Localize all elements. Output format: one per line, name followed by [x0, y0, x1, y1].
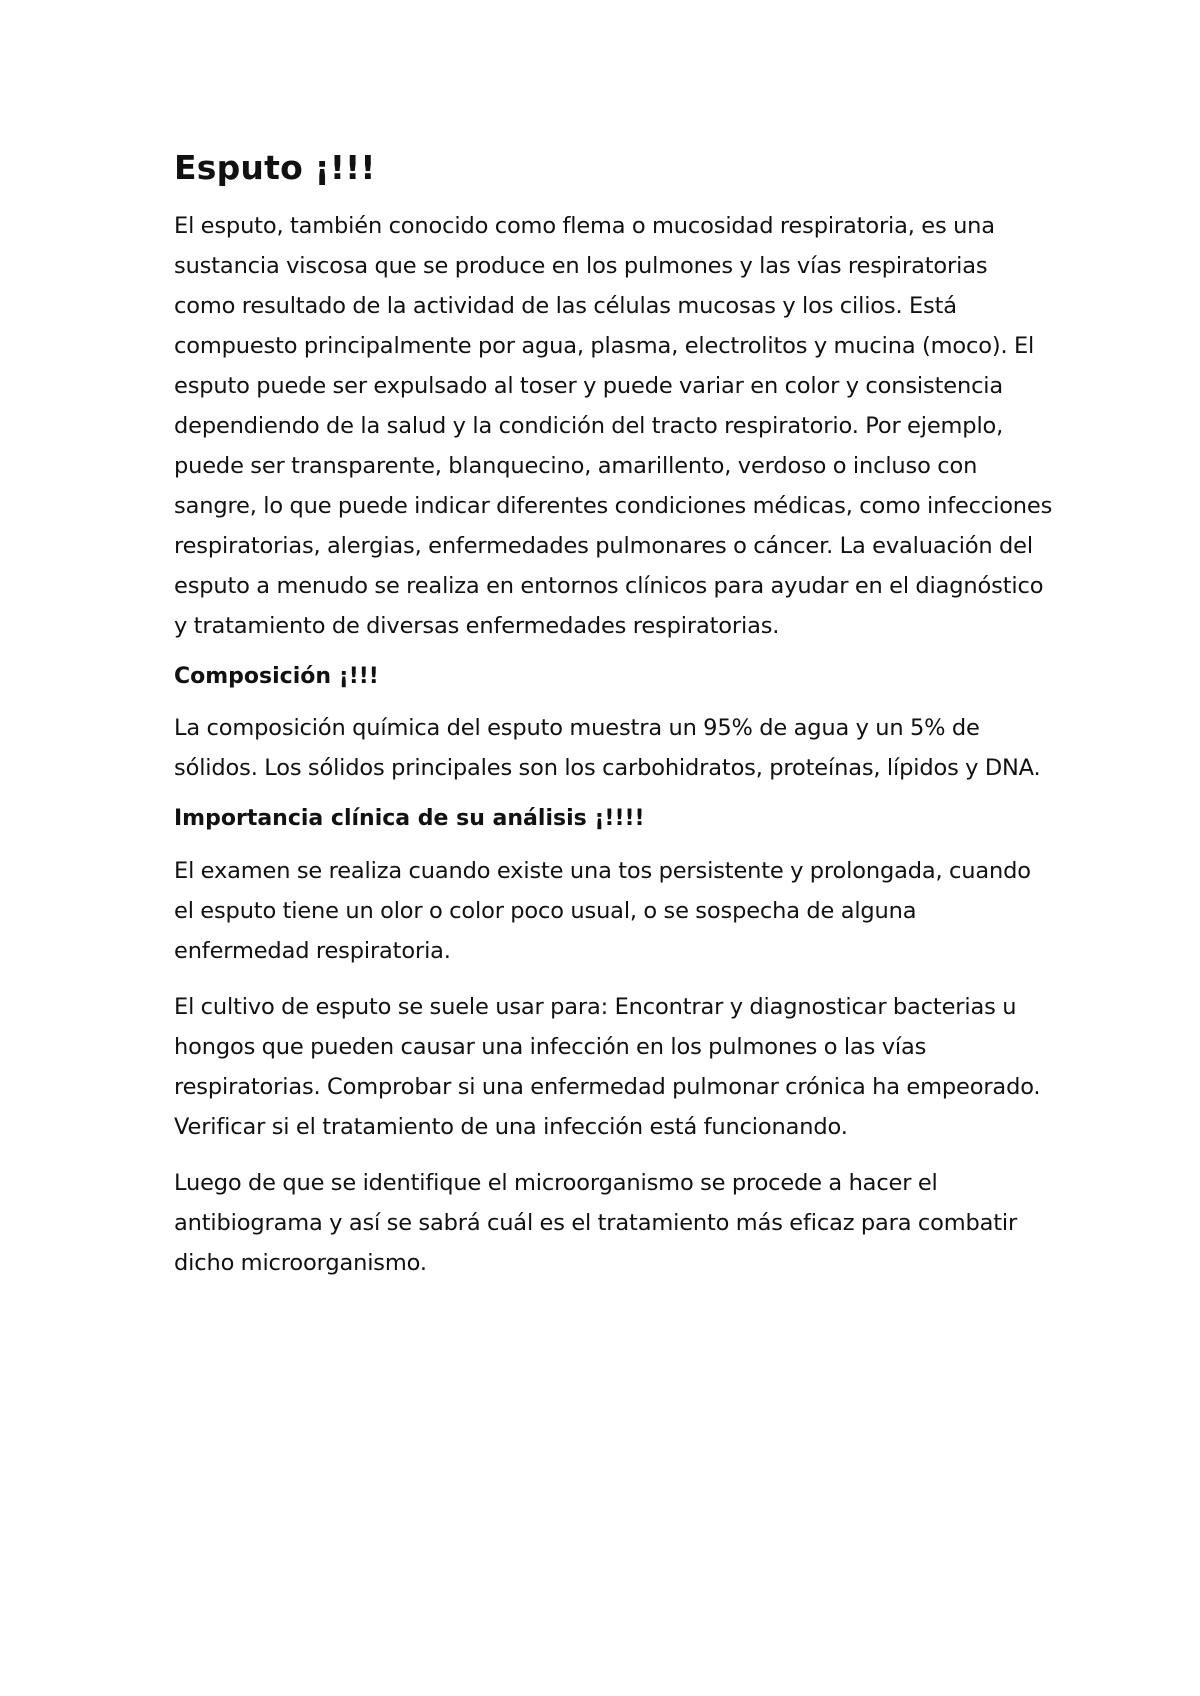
composition-heading: Composición ¡!!!	[174, 663, 379, 689]
document-page	[174, 140, 1054, 1299]
intro-paragraph: El esputo, también conocido como flema o mucosidad respiratoria, es una sustancia viscosa que se produce en los pulmones y las vías respiratorias como resultado de la actividad de las células mucosas y los cilios. Está compuesto principalmente por agua, plasma, electrolitos y mucina (moco). El esputo puede ser expulsado al toser y puede variar en color y consistencia dependiendo de la salud y la condición del tracto respiratorio. Por ejemplo, puede ser transparente, blanquecino, amarillento, verdoso o incluso con sangre, lo que puede indicar diferentes condiciones médicas, como infecciones respiratorias, alergias, enfermedades pulmonares o cáncer. La evaluación del esputo a menudo se realiza en entornos clínicos para ayudar en el diagnóstico y tratamiento de diversas enfermedades respiratorias.	[174, 212, 1053, 639]
document-title: Esputo ¡!!!	[174, 148, 376, 187]
importance-paragraph-2: El cultivo de esputo se suele usar para: Encontrar y diagnosticar bacterias u hongos que pueden causar una infección en los pulmones o las vías respiratorias. Comprobar si una enfermedad pulmonar crónica ha empeorado. Verificar si el tratamiento de una infección está funcionando.	[174, 994, 1041, 1141]
composition-paragraph: La composición química del esputo muestra un 95% de agua y un 5% de sólidos. Los sólidos principales son los carbohidratos, proteínas, lípidos y DNA.	[174, 715, 1041, 782]
importance-heading: Importancia clínica de su análisis ¡!!!!	[174, 806, 645, 832]
importance-paragraph-1: El examen se realiza cuando existe una tos persistente y prolongada, cuando el esputo tiene un olor o color poco usual, o se sospecha de alguna enfermedad respiratoria.	[174, 858, 1031, 965]
importance-paragraph-3: Luego de que se identifique el microorganismo se procede a hacer el antibiograma y así se sabrá cuál es el tratamiento más eficaz para combatir dicho microorganismo.	[174, 1170, 1018, 1277]
